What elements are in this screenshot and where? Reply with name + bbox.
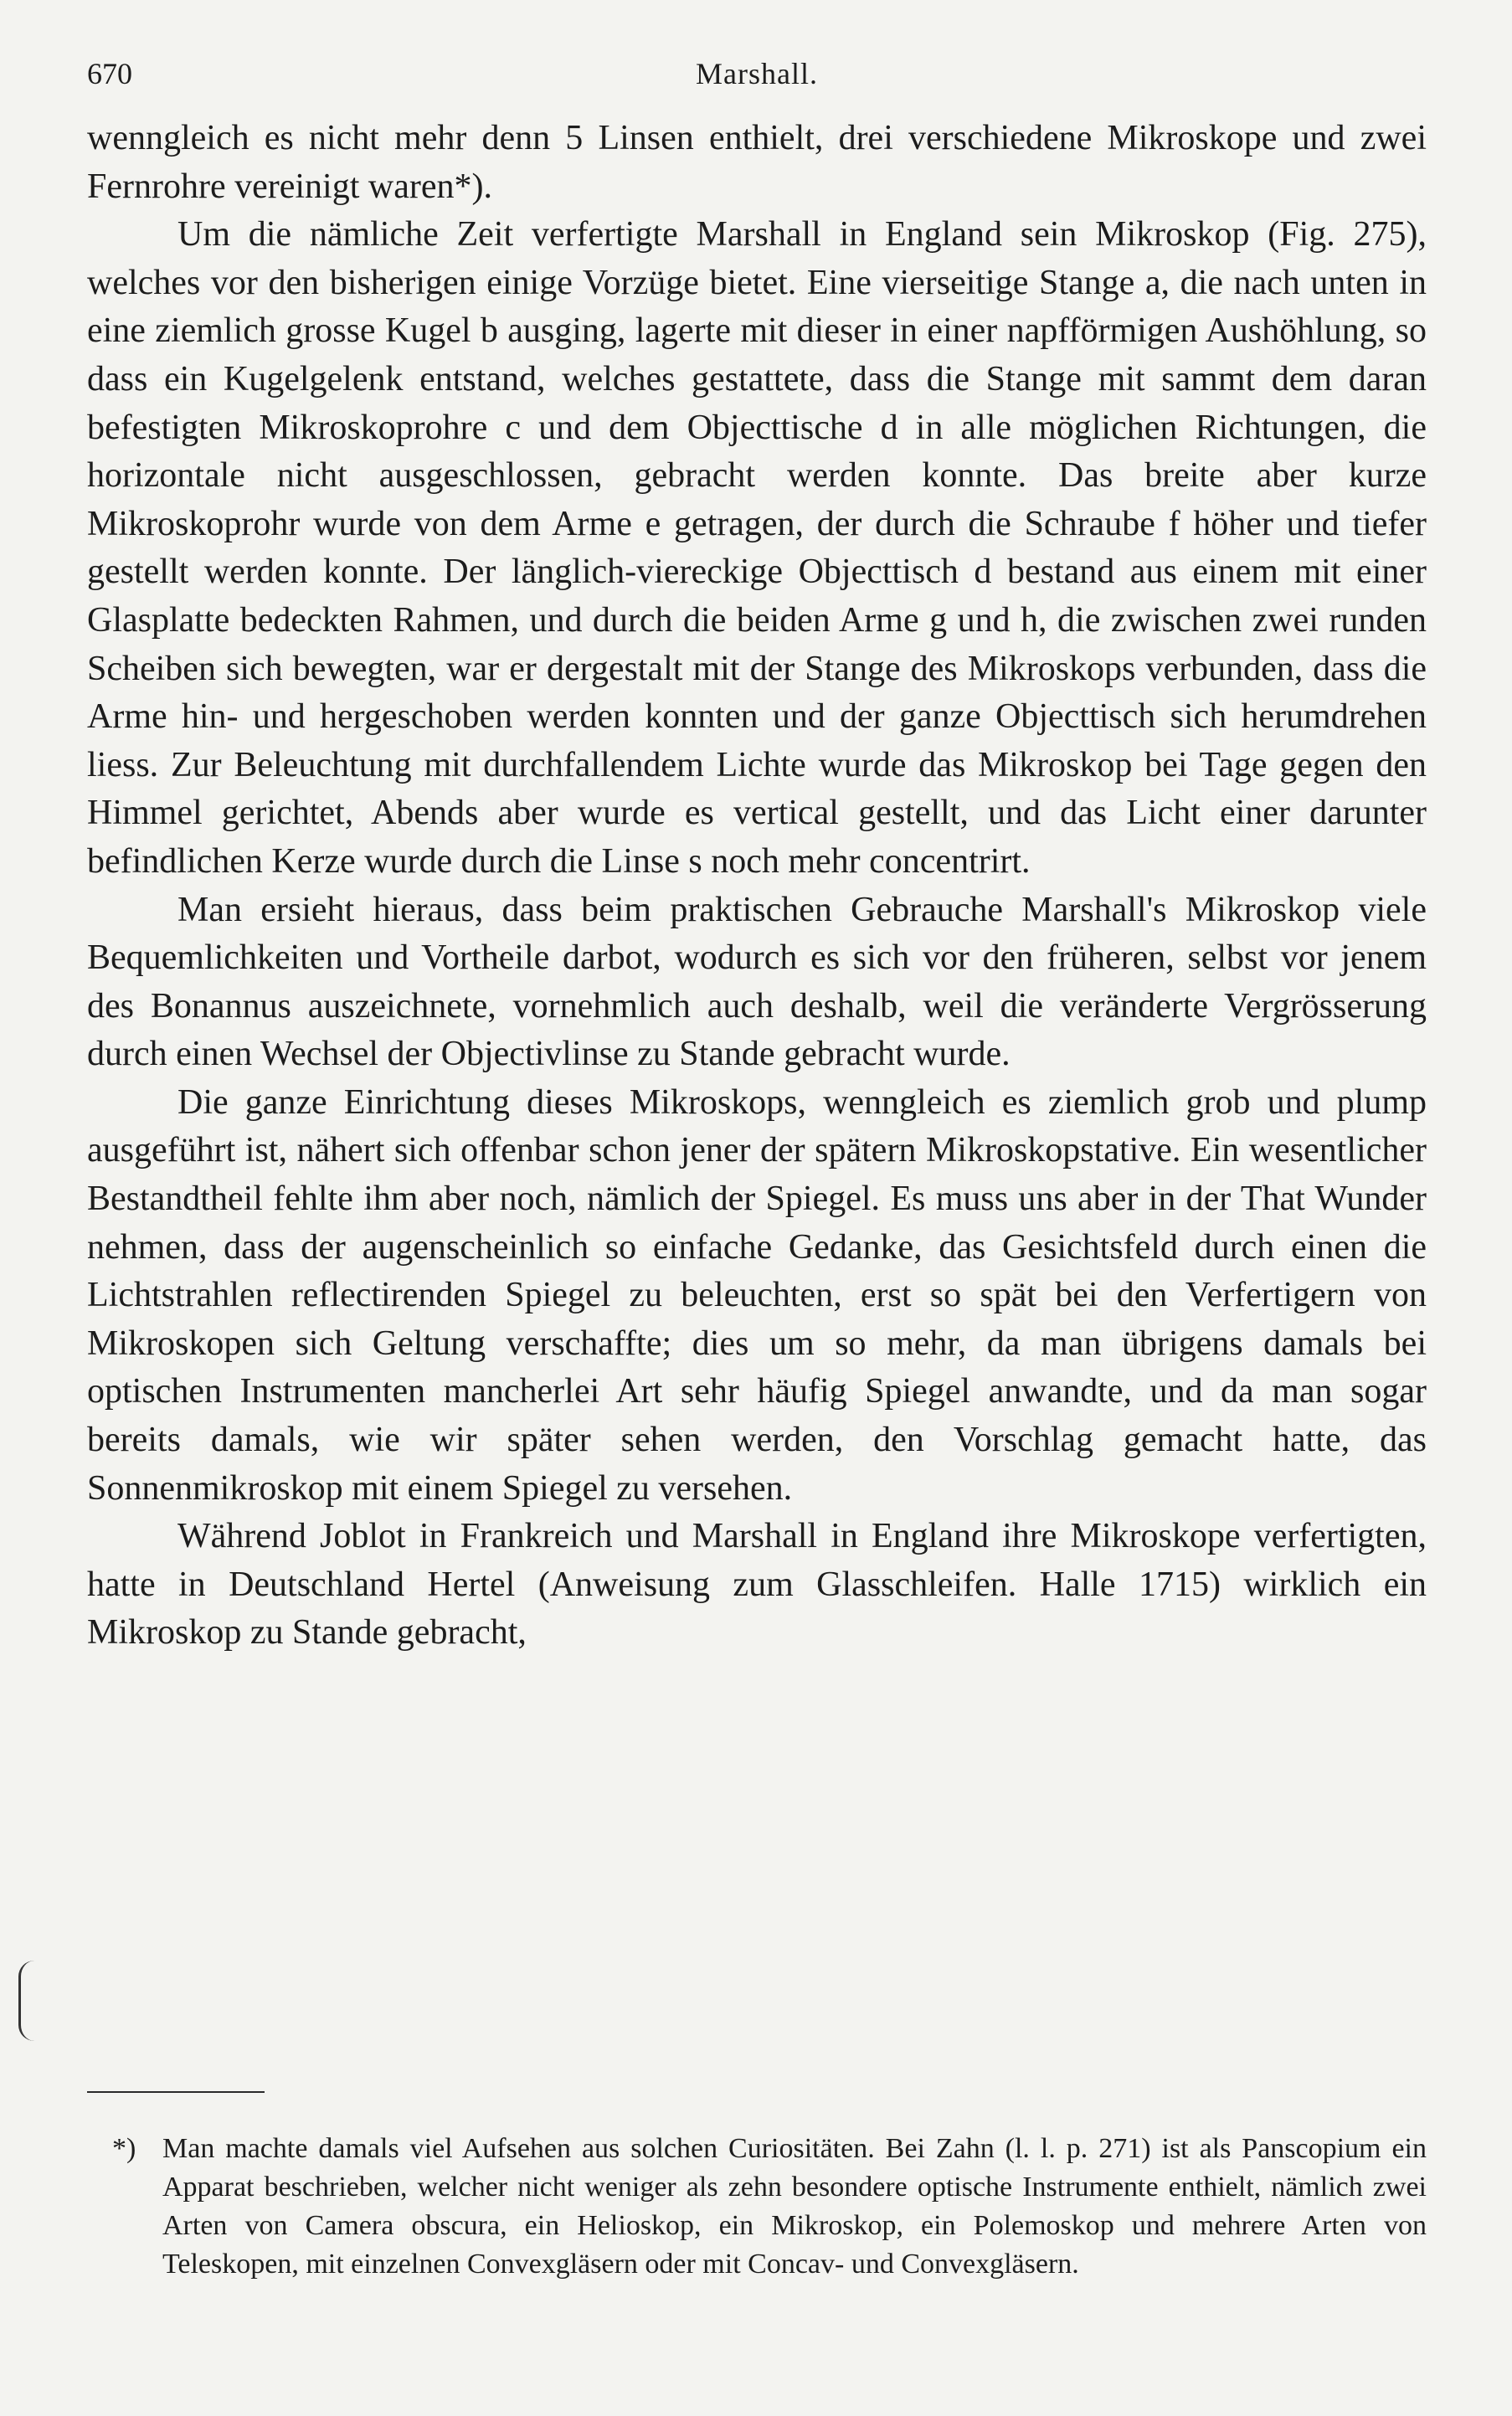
paragraph-3: Man ersieht hieraus, dass beim praktischen Gebrauche Marshall's Mikroskop viele Bequemlichkeiten und Vortheile darbot, wodurch es sich vor den früheren, selbst vor jenem des Bonannus auszeichnete, vornehmlich auch deshalb, weil die veränderte Vergrösserung durch einen Wechsel der Objectivlinse zu Stande gebracht wurde. (87, 890, 1427, 1074)
paragraph-1: wenngleich es nicht mehr denn 5 Linsen enthielt, drei verschiedene Mikroskope und zwei Fernrohre vereinigt waren*). (87, 119, 1427, 206)
main-text (87, 115, 1427, 1658)
page-number: 670 (87, 57, 132, 90)
footnote (87, 2130, 1427, 2284)
running-head: Marshall. (696, 57, 818, 90)
paragraph-2: Um die nämliche Zeit verfertigte Marshall in England sein Mikroskop (Fig. 275), welches vor den bisherigen einige Vorzüge bietet. Eine vierseitige Stange a, die nach unten in eine ziemlich grosse Kugel b ausging, lagerte mit dieser in einer napfförmigen Aushöhlung, so dass ein Kugelgelenk entstand, welches gestattete, dass die Stange mit sammt dem daran befestigten Mikroskoprohre c und dem Objecttische d in alle möglichen Richtungen, die horizontale nicht ausgeschlossen, gebracht werden konnte. Das breite aber kurze Mikroskoprohr wurde von dem Arme e getragen, der durch die Schraube f höher und tiefer gestellt werden konnte. Der länglich-viereckige Objecttisch d bestand aus einem mit einer Glasplatte bedeckten Rahmen, und durch die beiden Arme g und h, die zwischen zwei runden Scheiben sich bewegten, war er dergestalt mit der Stange des Mikroskops verbunden, dass die Arme hin- und hergeschoben werden konnten und der ganze Objecttisch sich herumdrehen liess. Zur Beleuchtung mit durchfallendem Lichte wurde das Mikroskop bei Tage gegen den Himmel gerichtet, Abends aber wurde es vertical gestellt, und das Licht einer darunter befindlichen Kerze wurde durch die Linse s noch mehr concentrirt. (87, 215, 1427, 881)
paragraph-4: Die ganze Einrichtung dieses Mikroskops, wenngleich es ziemlich grob und plump ausgeführt ist, nähert sich offenbar schon jener der spätern Mikroskopstative. Ein wesentlicher Bestandtheil fehlte ihm aber noch, nämlich der Spiegel. Es muss uns aber in der That Wunder nehmen, dass der augenscheinlich so einfache Gedanke, das Gesichtsfeld durch einen die Lichtstrahlen reflectirenden Spiegel zu beleuchten, erst so spät bei den Verfertigern von Mikroskopen sich Geltung verschaffte; dies um so mehr, da man übrigens damals bei optischen Instrumenten mancherlei Art sehr häufig Spiegel anwandte, und da man sogar bereits damals, wie wir später sehen werden, den Vorschlag gemacht hatte, das Sonnenmikroskop mit einem Spiegel zu versehen. (87, 1082, 1427, 1508)
footnote-text: Man machte damals viel Aufsehen aus solchen Curiositäten. Bei Zahn (l. l. p. 271) ist als Panscopium ein Apparat beschrieben, welcher nicht weniger als zehn besondere optische Instrumente enthielt, nämlich zwei Arten von Camera obscura, ein Helioskop, ein Mikroskop, ein Polemoskop und mehrere Arten von Teleskopen, mit einzelnen Convexgläsern oder mit Concav- und Convexgläsern. (162, 2133, 1427, 2280)
margin-bracket-mark (18, 1961, 34, 2041)
footnote-marker: *) (112, 2133, 136, 2164)
footnote-separator (87, 2091, 265, 2093)
paragraph-5: Während Joblot in Frankreich und Marshall in England ihre Mikroskope verfertigten, hatte in Deutschland Hertel (Anweisung zum Glasschleifen. Halle 1715) wirklich ein Mikroskop zu Stande gebracht, (87, 1517, 1427, 1653)
page-header (87, 49, 1427, 99)
